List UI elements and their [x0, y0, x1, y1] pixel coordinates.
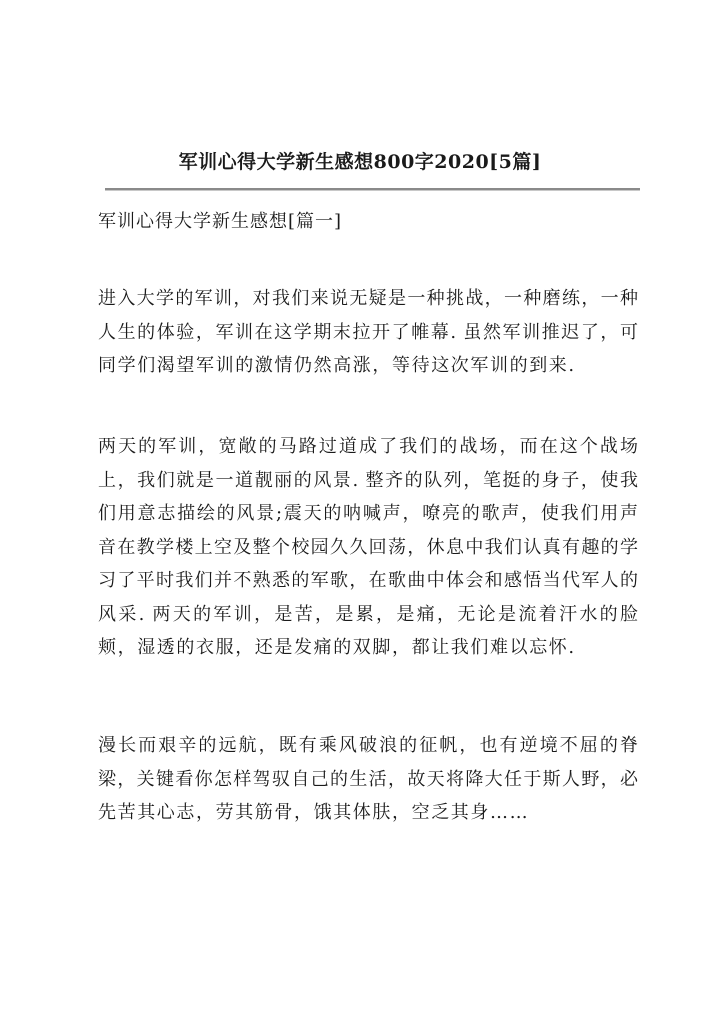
paragraph-3	[98, 729, 638, 830]
section-heading: 军训心得大学新生感想[篇一]	[98, 211, 343, 232]
paragraph-1	[98, 282, 638, 383]
paragraph-line: 梁，关键看你怎样驾驭自己的生活，故天将降大任于斯人野，必	[98, 768, 638, 790]
paragraph-line: 上，我们就是一道靓丽的风景. 整齐的队列，笔挺的身子，使我	[98, 469, 638, 491]
document-title: 军训心得大学新生感想800字2020[5篇]	[178, 151, 542, 173]
paragraph-line: 颊，湿透的衣服，还是发痛的双脚，都让我们难以忘怀.	[98, 637, 576, 658]
paragraph-line: 人生的体验，军训在这学期末拉开了帷幕. 虽然军训推迟了，可	[98, 321, 638, 343]
title-divider	[105, 188, 640, 191]
paragraph-line: 同学们渴望军训的激情仍然高涨，等待这次军训的到来.	[98, 355, 576, 376]
paragraph-line: 们用意志描绘的风景;震天的呐喊声，嘹亮的歌声，使我们用声	[98, 503, 638, 524]
paragraph-line: 两天的军训，宽敞的马路过道成了我们的战场，而在这个战场	[98, 436, 638, 457]
paragraph-line: 习了平时我们并不熟悉的军歌，在歌曲中体会和感悟当代军人的	[98, 570, 638, 591]
paragraph-line: 先苦其心志，劳其筋骨，饿其体肤，空乏其身……	[98, 802, 530, 823]
paragraph-2	[98, 430, 638, 665]
paragraph-line: 音在教学楼上空及整个校园久久回荡，休息中我们认真有趣的学	[98, 536, 638, 558]
paragraph-line: 风采. 两天的军训，是苦，是累，是痛，无论是流着汗水的脸	[98, 603, 638, 625]
paragraph-line: 进入大学的军训，对我们来说无疑是一种挑战，一种磨练，一种	[98, 288, 638, 309]
paragraph-line: 漫长而艰辛的远航，既有乘风破浪的征帆，也有逆境不屈的脊	[98, 735, 638, 756]
